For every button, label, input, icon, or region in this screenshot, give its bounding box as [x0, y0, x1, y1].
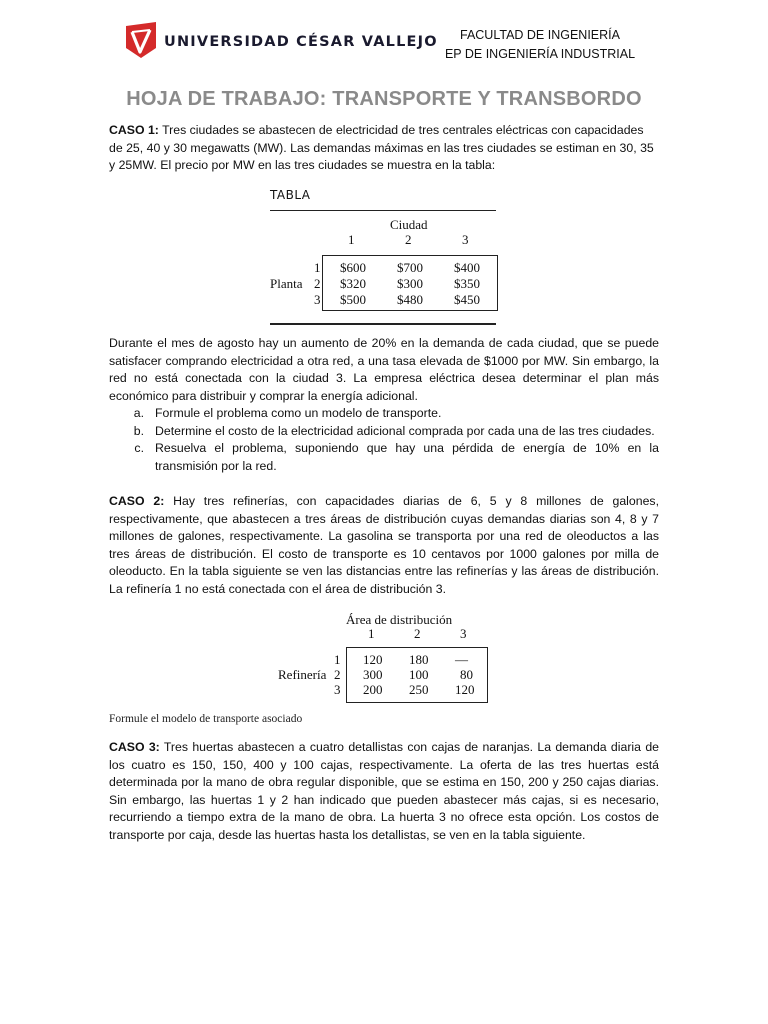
caso2-row-1-id: 1: [334, 652, 341, 667]
caso1-col-2: 2: [405, 232, 412, 247]
caso2-col-1: 1: [368, 626, 375, 641]
caso2-row-2-id: 2: [334, 667, 341, 682]
caso2-cell: 120: [363, 652, 383, 667]
caso1-paragraph-2: Durante el mes de agosto hay un aumento de 20% en la demanda de cada ciudad, que se puede satisfacer comprando electricidad a otra red, a una tasa elevada de $1000 por MW. Sin embargo, la red no está conectada con la ciudad 3. La empresa eléctrica desea determinar el plan más económico para distribuir y comprar la energía adicional.: [109, 336, 659, 403]
caso1-col-header: Ciudad: [390, 217, 428, 232]
page-title: HOJA DE TRABAJO: TRANSPORTE Y TRANSBORDO: [126, 88, 642, 110]
list-item: [109, 405, 659, 423]
university-logo: [124, 22, 438, 58]
faculty-name: FACULTAD DE INGENIERÍA: [460, 28, 620, 42]
school-name: EP DE INGENIERÍA INDUSTRIAL: [444, 47, 636, 61]
caso2-caption: Formule el modelo de transporte asociado: [109, 713, 303, 725]
table-rule-bottom: [270, 323, 496, 325]
caso1-cell: $400: [454, 260, 480, 275]
caso2-text: Hay tres refinerías, con capacidades diarias de 6, 5 y 8 millones de galones, respectivamente, que abastecen a tres áreas de distribución cuyas demandas diarias son 4, 8 y 7 millones de galones, respectivamente. La gasolina se transporta por una red de oleoductos a las tres áreas de distribución. El costo de transporte es 10 centavos por 1000 galones por milla de oleoducto. En la tabla siguiente se ven las distancias entre las refinerías y las áreas de distribución. La refinería 1 no está conectada con el área de distribución 3.: [109, 494, 659, 596]
caso2-label: CASO 2:: [109, 494, 165, 508]
list-item-letter: a.: [133, 406, 144, 420]
caso1-paragraph: [109, 122, 659, 175]
caso2-table: [278, 612, 493, 704]
caso1-cell: $600: [340, 260, 366, 275]
caso1-col-1: 1: [348, 232, 355, 247]
caso1-table: [270, 188, 498, 328]
caso2-col-header: Área de distribución: [346, 612, 453, 627]
caso2-paragraph: [109, 493, 659, 599]
list-item-letter: b.: [133, 423, 144, 438]
caso2-cell: 100: [409, 667, 429, 682]
caso1-cell: $350: [454, 276, 480, 291]
caso1-row-3-id: 3: [314, 292, 321, 307]
faculty-block: [440, 26, 640, 64]
university-name: UNIVERSIDAD CÉSAR VALLEJO: [164, 34, 438, 50]
caso2-row-header: Refinería: [278, 667, 327, 682]
caso1-cell: $480: [397, 292, 423, 307]
ucv-shield-icon: [124, 22, 158, 58]
caso1-label: CASO 1:: [109, 123, 159, 137]
caso2-cell: 80: [460, 667, 473, 682]
caso2-cell: 250: [409, 682, 429, 697]
caso1-col-3: 3: [462, 232, 469, 247]
caso1-task-list: [109, 405, 659, 475]
caso1-cell: $320: [340, 276, 366, 291]
list-item: [109, 440, 659, 475]
list-item: [109, 423, 659, 441]
caso1-row-header: Planta: [270, 276, 303, 291]
caso1-cell: $300: [397, 276, 423, 291]
caso1-cell: $500: [340, 292, 366, 307]
list-item-text: Formule el problema como un modelo de transporte.: [155, 406, 442, 420]
caso1-cell: $450: [454, 292, 480, 307]
table-rule-top: [270, 210, 496, 211]
caso2-cell: 200: [363, 682, 383, 697]
list-item-text: Determine el costo de la electricidad adicional comprada por cada una de las tres ciudades.: [155, 423, 655, 438]
caso2-cell: 300: [363, 667, 383, 682]
list-item-text: Resuelva el problema, suponiendo que hay una pérdida de energía de 10% en la transmisión por la red.: [155, 441, 659, 473]
caso2-col-2: 2: [414, 626, 421, 641]
caso2-cell: 180: [409, 652, 429, 667]
caso2-row-3-id: 3: [334, 682, 341, 697]
caso3-text: Tres huertas abastecen a cuatro detallistas con cajas de naranjas. La demanda diaria de los cuatro es 150, 150, 400 y 100 cajas, respectivamente. La oferta de las tres huertas está determinada por la mano de obra regular disponible, que se estima en 150, 200 y 250 cajas diarias. Sin embargo, las huertas 1 y 2 han indicado que pueden abastecer más cajas, si es necesario, recurriendo a tiempo extra de la mano de obra. La huerta 3 no ofrece esta opción. Los costos de transporte por caja, desde las huertas hasta los detallistas, se ven en la tabla siguiente.: [109, 740, 659, 842]
caso1-text: Tres ciudades se abastecen de electricidad de tres centrales eléctricas con capacidades de 25, 40 y 30 megawatts (MW). Las demandas máximas en las tres ciudades se estiman en 30, 35 y 25MW. El precio por MW en las tres ciudades se muestra en la tabla:: [109, 123, 654, 173]
caso1-row-1-id: 1: [314, 260, 321, 275]
caso2-cell: —: [455, 652, 468, 667]
caso2-col-3: 3: [460, 626, 467, 641]
caso2-cell: 120: [455, 682, 475, 697]
caso1-table-title: TABLA: [270, 188, 311, 202]
caso3-paragraph: [109, 739, 659, 845]
list-item-letter: c.: [134, 441, 144, 456]
caso1-row-2-id: 2: [314, 276, 321, 291]
caso3-label: CASO 3:: [109, 740, 160, 754]
caso1-cell: $700: [397, 260, 423, 275]
